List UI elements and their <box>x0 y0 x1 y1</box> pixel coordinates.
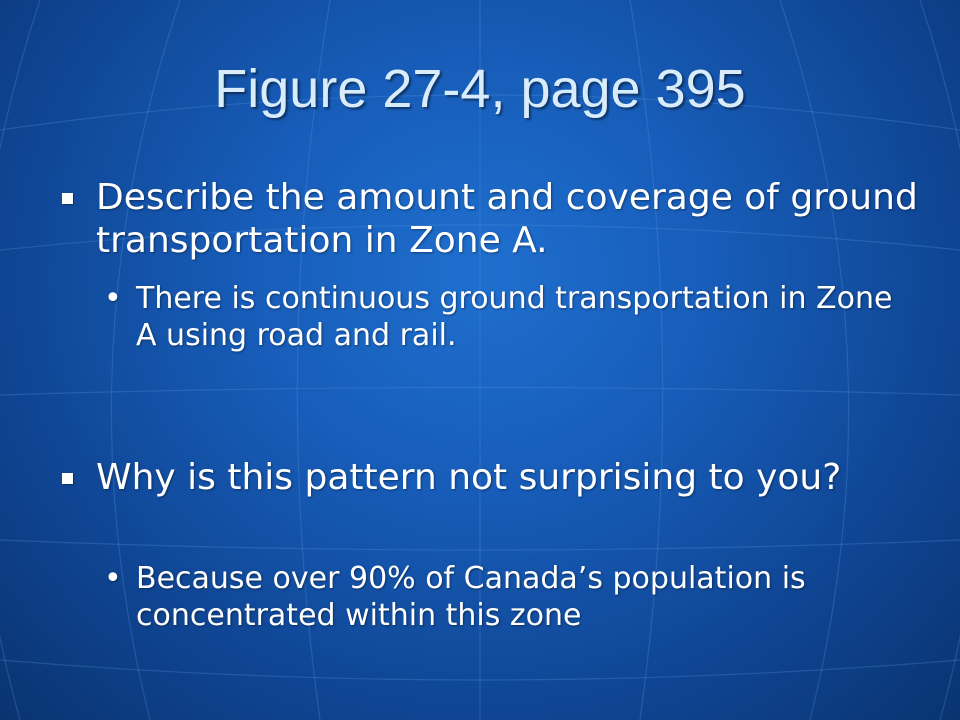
dot-bullet-icon: • <box>104 561 122 596</box>
sub-bullet-1 <box>104 280 904 354</box>
bullet-2-text: Why is this pattern not surprising to you? <box>96 457 842 498</box>
sub-bullet-1-text: There is continuous ground transportation in Zone A using road and rail. <box>136 281 893 353</box>
bullet-1-text: Describe the amount and coverage of ground transportation in Zone A. <box>96 177 918 261</box>
sub-bullet-2-text: Because over 90% of Canada’s population is concentrated within this zone <box>136 561 806 633</box>
dot-bullet-icon: • <box>104 281 122 316</box>
sub-bullet-2 <box>104 560 904 634</box>
bullet-1 <box>58 176 918 262</box>
square-bullet-icon <box>62 473 73 484</box>
slide-title: Figure 27-4, page 395 <box>214 59 746 119</box>
square-bullet-icon <box>62 193 73 204</box>
bullet-2 <box>58 456 918 499</box>
